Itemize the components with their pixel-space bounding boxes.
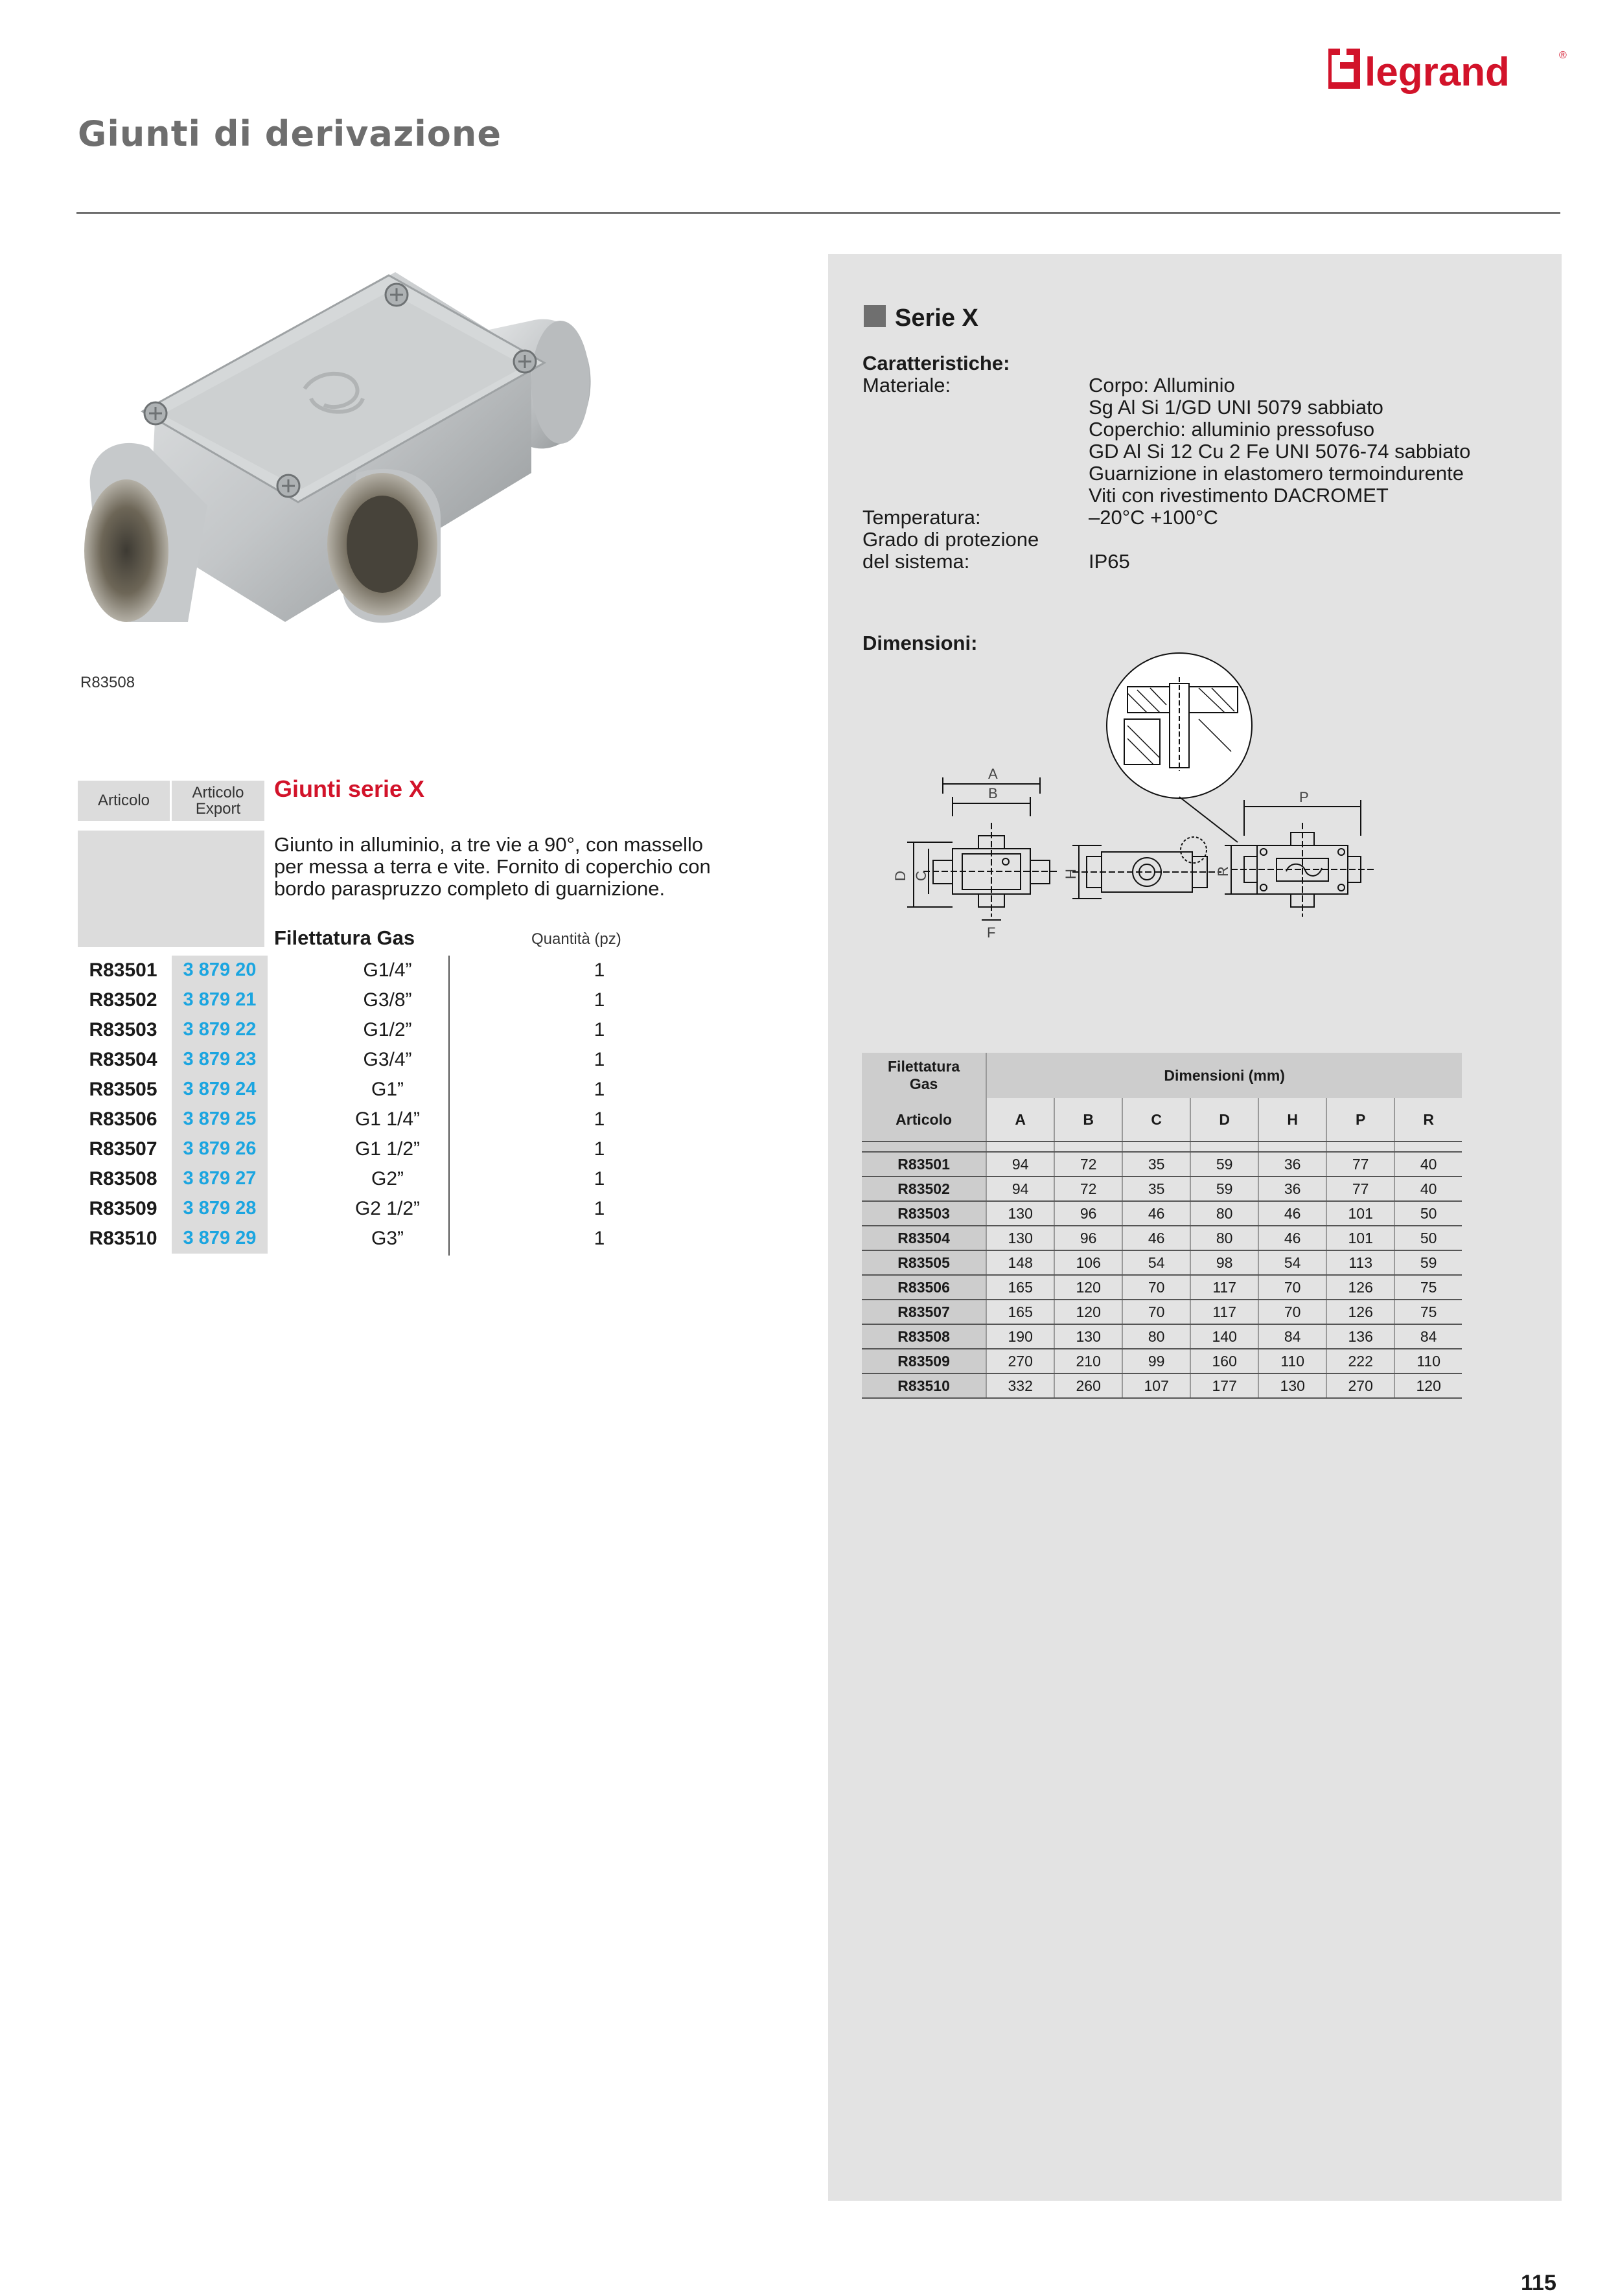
export-code: 3 879 26 — [183, 1138, 257, 1159]
article-code: R83510 — [89, 1228, 157, 1249]
cell: 59 — [1394, 1250, 1462, 1275]
export-code: 3 879 25 — [183, 1108, 257, 1129]
dimensions-table — [862, 1053, 1462, 1399]
export-code: 3 879 29 — [183, 1228, 257, 1248]
quantity: 1 — [594, 959, 605, 981]
table-row — [862, 1324, 1462, 1349]
characteristics-title: Caratteristiche: — [862, 352, 1010, 374]
label-c: C — [913, 871, 929, 881]
label-b: B — [988, 785, 998, 801]
table-row — [862, 1226, 1462, 1250]
protection-label: Grado di protezione — [862, 528, 1039, 551]
quantity: 1 — [594, 1138, 605, 1160]
series-label: Serie X — [895, 304, 978, 332]
table-row — [78, 1015, 661, 1045]
cell: 126 — [1326, 1300, 1394, 1324]
temperature-label: Temperatura: — [862, 506, 981, 529]
export-code: 3 879 27 — [183, 1168, 257, 1189]
cell: 36 — [1258, 1152, 1326, 1177]
cell: 130 — [986, 1201, 1054, 1226]
material-line: GD Al Si 12 Cu 2 Fe UNI 5076-74 sabbiato — [1089, 440, 1471, 463]
thread-size: G2” — [371, 1168, 404, 1189]
thread-size: G1 1/4” — [354, 1108, 421, 1130]
cell: 54 — [1258, 1250, 1326, 1275]
cell: 107 — [1122, 1373, 1190, 1398]
side-view — [1063, 837, 1221, 899]
cell: 117 — [1190, 1300, 1258, 1324]
cell: 94 — [986, 1152, 1054, 1177]
export-code: 3 879 28 — [183, 1198, 257, 1219]
cell: 54 — [1122, 1250, 1190, 1275]
table-row — [862, 1349, 1462, 1373]
thread-size: G3” — [371, 1228, 404, 1249]
brand-name: legrand — [1365, 50, 1510, 95]
quantity: 1 — [594, 1108, 605, 1130]
cell: 70 — [1122, 1300, 1190, 1324]
cell: 80 — [1190, 1226, 1258, 1250]
legrand-logo — [1328, 44, 1575, 102]
export-code: 3 879 22 — [183, 1019, 257, 1040]
label-r: R — [1215, 866, 1231, 877]
article-code: R83507 — [89, 1138, 157, 1160]
dimensions-header: Dimensioni (mm) — [986, 1053, 1462, 1098]
table-row — [862, 1373, 1462, 1398]
trademark: ® — [1559, 50, 1567, 61]
temperature-value: –20°C +100°C — [1089, 506, 1218, 529]
cell: 120 — [1394, 1373, 1462, 1398]
thread-header: Filettatura Gas — [862, 1053, 986, 1098]
cell: 75 — [1394, 1300, 1462, 1324]
cell: 70 — [1258, 1275, 1326, 1300]
material-line: Sg Al Si 1/GD UNI 5079 sabbiato — [1089, 396, 1383, 419]
col-a-header: A — [986, 1098, 1054, 1142]
cell: 101 — [1326, 1226, 1394, 1250]
cell: 270 — [1326, 1373, 1394, 1398]
cell: 270 — [986, 1349, 1054, 1373]
col-d-header: D — [1190, 1098, 1258, 1142]
material-line: Viti con rivestimento DACROMET — [1089, 484, 1389, 507]
export-code: 3 879 21 — [183, 989, 257, 1010]
article-code: R83505 — [89, 1079, 157, 1100]
cell: 80 — [1122, 1324, 1190, 1349]
cell: 50 — [1394, 1201, 1462, 1226]
table-row — [78, 1164, 661, 1194]
cell: 126 — [1326, 1275, 1394, 1300]
series-title: Giunti serie X — [274, 775, 425, 802]
cell: 36 — [1258, 1177, 1326, 1201]
cell: 94 — [986, 1177, 1054, 1201]
page-title: Giunti di derivazione — [78, 113, 502, 154]
cell: 140 — [1190, 1324, 1258, 1349]
cell: 59 — [1190, 1152, 1258, 1177]
thread-size: G2 1/2” — [354, 1198, 421, 1219]
thread-size: G1/2” — [363, 1019, 412, 1040]
column-header-articolo: Articolo — [78, 781, 170, 821]
column-header-quantity: Quantità (pz) — [531, 930, 621, 948]
cell: 35 — [1122, 1177, 1190, 1201]
protection-label: del sistema: — [862, 550, 970, 573]
series-marker — [864, 305, 886, 327]
table-row — [78, 1194, 661, 1224]
article-header: Articolo — [862, 1098, 986, 1142]
table-row — [78, 1134, 661, 1164]
col-r-header: R — [1394, 1098, 1462, 1142]
cell: 130 — [1258, 1373, 1326, 1398]
row-code: R83502 — [862, 1177, 986, 1201]
thread-size: G3/8” — [363, 989, 412, 1011]
col-h-header: H — [1258, 1098, 1326, 1142]
table-row — [78, 1105, 661, 1134]
top-view — [1215, 789, 1374, 917]
cell: 50 — [1394, 1226, 1462, 1250]
quantity: 1 — [594, 1079, 605, 1100]
cell: 120 — [1054, 1300, 1122, 1324]
dimension-drawing — [855, 648, 1503, 972]
cell: 99 — [1122, 1349, 1190, 1373]
thread-size: G1” — [371, 1079, 404, 1100]
quantity: 1 — [594, 1168, 605, 1189]
export-code: 3 879 24 — [183, 1079, 257, 1099]
export-code: 3 879 20 — [183, 959, 257, 980]
header-shade — [78, 831, 264, 947]
cell: 332 — [986, 1373, 1054, 1398]
cell: 46 — [1122, 1201, 1190, 1226]
cell: 84 — [1258, 1324, 1326, 1349]
cell: 70 — [1122, 1275, 1190, 1300]
table-row — [862, 1250, 1462, 1275]
cell: 72 — [1054, 1152, 1122, 1177]
col-p-header: P — [1326, 1098, 1394, 1142]
cell: 165 — [986, 1300, 1054, 1324]
row-code: R83503 — [862, 1201, 986, 1226]
table-row — [78, 1045, 661, 1075]
cell: 96 — [1054, 1226, 1122, 1250]
col-b-header: B — [1054, 1098, 1122, 1142]
table-row — [78, 1075, 661, 1105]
thread-size: G3/4” — [363, 1049, 412, 1070]
row-code: R83509 — [862, 1349, 986, 1373]
column-header-articolo-export: Articolo Export — [172, 781, 264, 821]
cell: 35 — [1122, 1152, 1190, 1177]
cell: 46 — [1258, 1201, 1326, 1226]
table-row — [78, 956, 661, 985]
cell: 110 — [1258, 1349, 1326, 1373]
cell: 46 — [1258, 1226, 1326, 1250]
row-code: R83506 — [862, 1275, 986, 1300]
table-row — [862, 1201, 1462, 1226]
table-row — [78, 1224, 661, 1254]
row-code: R83505 — [862, 1250, 986, 1275]
article-code: R83509 — [89, 1198, 157, 1219]
product-photo — [78, 259, 609, 674]
material-label: Materiale: — [862, 374, 951, 396]
column-header-thread: Filettatura Gas — [274, 926, 415, 949]
cell: 160 — [1190, 1349, 1258, 1373]
label-p: P — [1299, 789, 1309, 805]
cell: 96 — [1054, 1201, 1122, 1226]
page-number: 115 — [1521, 2271, 1556, 2295]
cell: 222 — [1326, 1349, 1394, 1373]
cell: 260 — [1054, 1373, 1122, 1398]
cell: 77 — [1326, 1177, 1394, 1201]
row-code: R83508 — [862, 1324, 986, 1349]
cell: 110 — [1394, 1349, 1462, 1373]
label-d: D — [892, 871, 908, 881]
label-h: H — [1063, 869, 1079, 879]
article-code: R83508 — [89, 1168, 157, 1189]
quantity: 1 — [594, 1198, 605, 1219]
article-code: R83501 — [89, 959, 157, 981]
cell: 70 — [1258, 1300, 1326, 1324]
quantity: 1 — [594, 1049, 605, 1070]
cell: 130 — [986, 1226, 1054, 1250]
series-description: Giunto in alluminio, a tre vie a 90°, con massello per messa a terra e vite. Fornito di coperchio con bordo paraspruzzo completo di guarnizione. — [274, 833, 711, 900]
cell: 113 — [1326, 1250, 1394, 1275]
material-line: Guarnizione in elastomero termoindurente — [1089, 462, 1464, 485]
cell: 40 — [1394, 1177, 1462, 1201]
cell: 59 — [1190, 1177, 1258, 1201]
cell: 75 — [1394, 1275, 1462, 1300]
front-view — [892, 766, 1059, 941]
quantity: 1 — [594, 1228, 605, 1249]
article-code: R83503 — [89, 1019, 157, 1040]
cell: 190 — [986, 1324, 1054, 1349]
col-c-header: C — [1122, 1098, 1190, 1142]
cell: 106 — [1054, 1250, 1122, 1275]
thread-size: G1 1/2” — [354, 1138, 421, 1160]
label-f: F — [987, 924, 996, 941]
cell: 210 — [1054, 1349, 1122, 1373]
cell: 117 — [1190, 1275, 1258, 1300]
article-code: R83502 — [89, 989, 157, 1011]
cell: 77 — [1326, 1152, 1394, 1177]
header-divider — [76, 212, 1560, 214]
article-code: R83506 — [89, 1108, 157, 1130]
table-row — [78, 985, 661, 1015]
label-a: A — [988, 766, 998, 782]
article-code: R83504 — [89, 1049, 157, 1070]
cell: 40 — [1394, 1152, 1462, 1177]
cell: 148 — [986, 1250, 1054, 1275]
row-code: R83510 — [862, 1373, 986, 1398]
protection-value: IP65 — [1089, 550, 1130, 573]
material-line: Coperchio: alluminio pressofuso — [1089, 418, 1375, 441]
cell: 130 — [1054, 1324, 1122, 1349]
cell: 177 — [1190, 1373, 1258, 1398]
cell: 80 — [1190, 1201, 1258, 1226]
cell: 98 — [1190, 1250, 1258, 1275]
quantity: 1 — [594, 1019, 605, 1040]
dimensions-title: Dimensioni: — [862, 632, 978, 654]
table-row — [862, 1152, 1462, 1177]
cell: 165 — [986, 1275, 1054, 1300]
photo-caption: R83508 — [80, 674, 135, 691]
table-row — [862, 1300, 1462, 1324]
table-row — [862, 1177, 1462, 1201]
quantity: 1 — [594, 989, 605, 1011]
material-line: Corpo: Alluminio — [1089, 374, 1235, 396]
cell: 84 — [1394, 1324, 1462, 1349]
cell: 46 — [1122, 1226, 1190, 1250]
cell: 136 — [1326, 1324, 1394, 1349]
row-code: R83504 — [862, 1226, 986, 1250]
export-code: 3 879 23 — [183, 1049, 257, 1070]
cell: 101 — [1326, 1201, 1394, 1226]
cell: 72 — [1054, 1177, 1122, 1201]
thread-size: G1/4” — [363, 959, 412, 981]
row-code: R83501 — [862, 1152, 986, 1177]
row-code: R83507 — [862, 1300, 986, 1324]
cell: 120 — [1054, 1275, 1122, 1300]
table-row — [862, 1275, 1462, 1300]
